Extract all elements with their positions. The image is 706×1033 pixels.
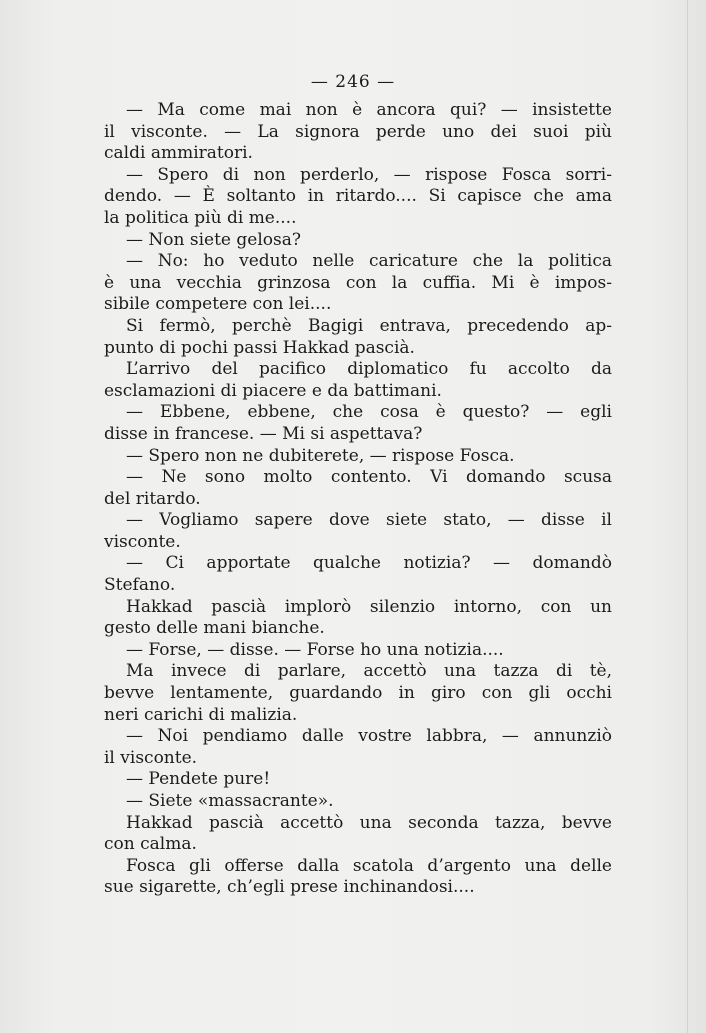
text-line: del ritardo. <box>104 488 201 509</box>
text-line: — No: ho veduto nelle caricature che la politica <box>126 251 612 272</box>
text-line: Ma invece di parlare, accettò una tazza di tè, <box>126 661 612 682</box>
text-line: punto di pochi passi Hakkad pascià. <box>104 337 415 358</box>
page-edge <box>687 0 688 1033</box>
text-line: Hakkad pascià implorò silenzio intorno, con un <box>126 596 612 617</box>
text-line: — Ebbene, ebbene, che cosa è questo? — egli <box>126 402 612 423</box>
text-line: disse in francese. — Mi si aspettava? <box>104 423 423 444</box>
text-line: la politica più di me.... <box>104 207 297 228</box>
text-line: — Siete «massacrante». <box>126 791 334 811</box>
text-line: — Non siete gelosa? <box>126 229 301 250</box>
text-line: — Noi pendiamo dalle vostre labbra, — annunziò <box>126 726 612 747</box>
text-line: neri carichi di malizia. <box>104 704 298 725</box>
text-line: esclamazioni di piacere e da battimani. <box>104 380 442 401</box>
text-line: Stefano. <box>104 575 176 596</box>
page-number: — 246 — <box>310 72 396 92</box>
text-line: — Spero di non perderlo, — rispose Fosca sorri- <box>126 164 612 185</box>
text-line: dendo. — È soltanto in ritardo.... Si capisce che ama <box>104 186 612 207</box>
text-line: sibile competere con lei.... <box>104 294 332 315</box>
text-line: — Vogliamo sapere dove siete stato, — disse il <box>126 510 612 531</box>
text-line: è una vecchia grinzosa con la cuffia. Mi è impos- <box>104 272 612 293</box>
text-line: gesto delle mani bianche. <box>104 618 325 639</box>
text-line: il visconte. — La signora perde uno dei suoi più <box>104 121 612 142</box>
text-line: — Ci apportate qualche notizia? — domandò <box>126 553 612 574</box>
text-line: — Pendete pure! <box>126 769 271 790</box>
text-line: bevve lentamente, guardando in giro con gli occhi <box>104 683 612 704</box>
text-line: caldi ammiratori. <box>104 143 253 164</box>
text-line: — Ne sono molto contento. Vi domando scusa <box>126 467 612 488</box>
text-line: Hakkad pascià accettò una seconda tazza, bevve <box>126 812 612 833</box>
text-line: il visconte. <box>104 747 198 768</box>
text-line: con calma. <box>104 834 197 855</box>
text-line: — Spero non ne dubiterete, — rispose Fosca. <box>126 445 515 466</box>
text-line: sue sigarette, ch’egli prese inchinandosi.... <box>104 877 475 898</box>
text-line: — Forse, — disse. — Forse ho una notizia.... <box>126 639 504 660</box>
text-line: L’arrivo del pacifico diplomatico fu accolto da <box>126 359 612 380</box>
text-line: Si fermò, perchè Bagigi entrava, precedendo ap- <box>126 315 612 336</box>
body-text <box>104 100 612 899</box>
text-line: visconte. <box>104 531 181 552</box>
text-line: Fosca gli offerse dalla scatola d’argento una delle <box>126 855 612 876</box>
text-line: — Ma come mai non è ancora qui? — insistette <box>126 100 612 120</box>
